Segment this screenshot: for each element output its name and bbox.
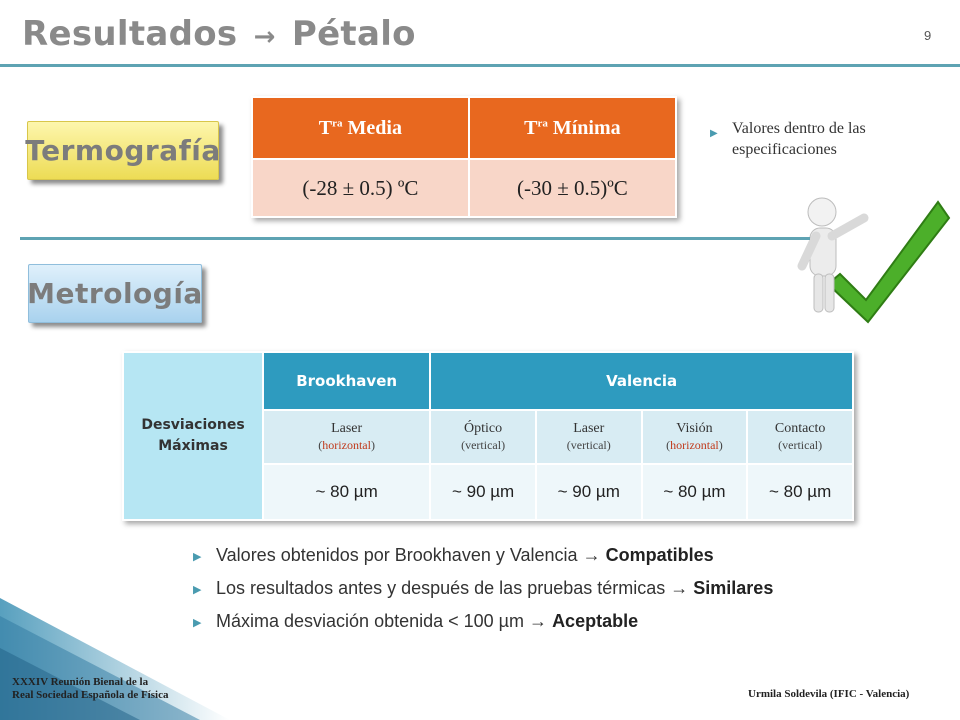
metrologia-badge: Metrología: [28, 264, 202, 323]
col-laser-horizontal: Laser (horizontal): [263, 410, 430, 464]
value-contacto-vertical: ~ 80 µm: [747, 464, 853, 520]
slide-title: [22, 14, 416, 54]
list-item: ▶ Los resultados antes y después de las pruebas térmicas → Similares: [193, 575, 933, 608]
triangle-bullet-icon: ▶: [193, 551, 202, 563]
list-item: ▶ Valores obtenidos por Brookhaven y Valencia → Compatibles: [193, 542, 933, 575]
header-valencia: Valencia: [430, 352, 853, 410]
triangle-bullet-icon: ▶: [710, 128, 718, 139]
footer-author: Urmila Soldevila (IFIC - Valencia): [748, 688, 910, 700]
arrow-icon: →: [529, 611, 548, 631]
footer-event: XXXIV Reunión Bienal de la Real Sociedad Española de Física: [12, 676, 169, 701]
title-part1: Resultados: [22, 14, 238, 54]
spec-bullet-text: Valores dentro de las especificaciones: [732, 120, 866, 158]
col-optico-vertical: Óptico (vertical): [430, 410, 536, 464]
spec-bullet: [710, 118, 950, 160]
triangle-bullet-icon: ▶: [193, 617, 202, 629]
person-with-checkmark-icon: [794, 196, 952, 326]
header-brookhaven: Brookhaven: [263, 352, 430, 410]
value-laser-vertical: ~ 90 µm: [536, 464, 642, 520]
value-vision-horizontal: ~ 80 µm: [642, 464, 748, 520]
arrow-icon: →: [582, 545, 601, 565]
table-corner-label: Desviaciones Máximas: [123, 352, 263, 520]
title-part2: Pétalo: [291, 14, 416, 54]
list-item: ▶ Máxima desviación obtenida < 100 µm → Aceptable: [193, 608, 933, 641]
termografia-badge: Termografía: [27, 121, 219, 180]
value-laser-horizontal: ~ 80 µm: [263, 464, 430, 520]
metrology-table: [122, 351, 854, 521]
col-laser-vertical: Laser (vertical): [536, 410, 642, 464]
top-divider: [0, 64, 960, 67]
value-optico-vertical: ~ 90 µm: [430, 464, 536, 520]
triangle-bullet-icon: ▶: [193, 584, 202, 596]
header-tra-media: $T^{ra}$ Media: [252, 97, 469, 159]
title-arrow-icon: →: [253, 22, 276, 52]
middle-divider: [20, 237, 810, 240]
col-contacto-vertical: Contacto (vertical): [747, 410, 853, 464]
header-tra-minima: $T^{ra}$ Mínima: [469, 97, 676, 159]
value-tra-media: (-28 ± 0.5) ºC: [252, 159, 469, 217]
conclusions-list: [193, 542, 933, 641]
value-tra-minima: (-30 ± 0.5)ºC: [469, 159, 676, 217]
page-number: 9: [924, 28, 932, 43]
arrow-icon: →: [670, 578, 689, 598]
col-vision-horizontal: Visión (horizontal): [642, 410, 748, 464]
temperature-table: [251, 96, 677, 218]
